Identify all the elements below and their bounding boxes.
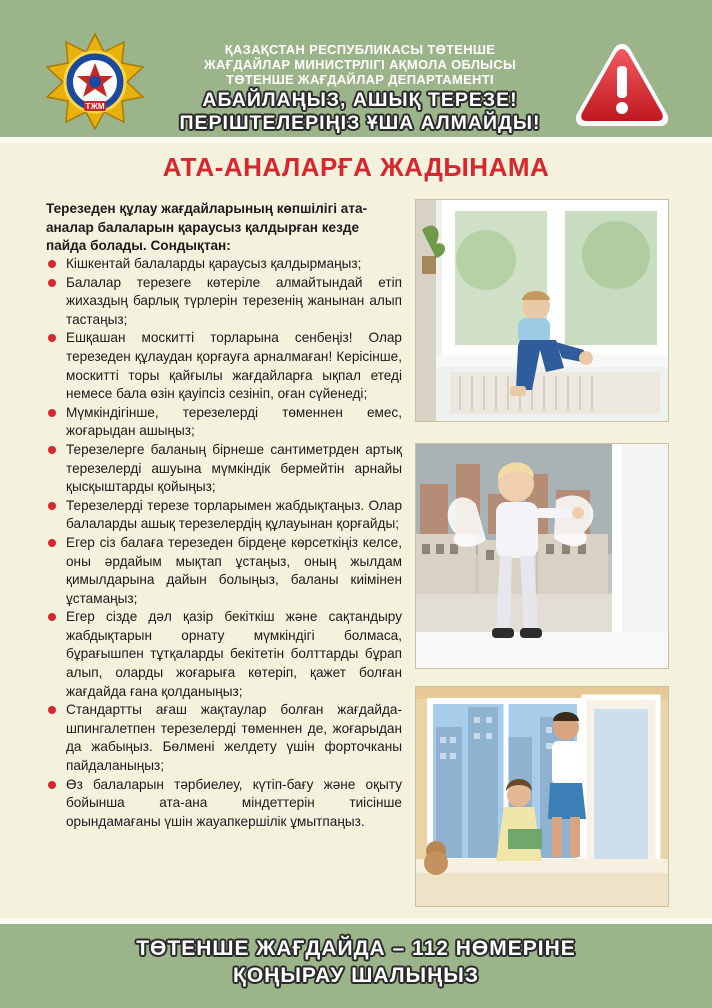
list-item-text: Терезелерге баланың бірнеше сантиметрден артық терезелерді ашуына мүмкіндік бермейтін арнайы қысқыштарды қойыңыз;: [66, 441, 402, 495]
photo-child-angel-wings: [415, 443, 669, 669]
list-item-text: Балалар терезеге көтеріле алмайтындай етіп жихаздың барлық түрлерін терезенің жанынан алып тастаңыз;: [66, 274, 402, 327]
ministry-line-2: ЖАҒДАЙЛАР МИНИСТРЛІГІ АҚМОЛА ОБЛЫСЫ: [203, 57, 517, 72]
header-divider: [0, 137, 712, 143]
list-item: [46, 274, 402, 330]
list-item-text: Мүмкіндігінше, терезелерді төменнен емес, жоғарыдан ашыңыз;: [66, 404, 402, 439]
bullet-icon: [48, 781, 56, 789]
list-item: [46, 776, 402, 832]
bullet-icon: [48, 613, 56, 621]
list-item: [46, 441, 402, 497]
slogan-line-2: ПЕРІШТЕЛЕРІҢІЗ ҰША АЛМАЙДЫ!: [179, 112, 541, 134]
emblem-text: ТЖМ: [85, 102, 105, 111]
list-item-text: Стандартты ағаш жақтаулар болған жағдайда-шпингалетпен терезелерді төменнен де, жоғарыдан да жабыңыз. Бөлмені желдету үшін форточканы пайдаланыңыз;: [66, 702, 402, 774]
bullet-icon: [48, 539, 56, 547]
bullet-icon: [48, 409, 56, 417]
bullet-icon: [48, 279, 56, 287]
list-item-text: Егер сіз балаға терезеден бірдеңе көрсеткіңіз келсе, оны әрдайым мықтап ұстаңыз, оның жылдам қимылдарына дайын болыңыз, баланы киімінен ұстамаңыз;: [66, 534, 402, 606]
ministry-line-1: ҚАЗАҚСТАН РЕСПУБЛИКАСЫ ТӨТЕНШЕ: [224, 42, 496, 57]
footer-line-2: ҚОҢЫРАУ ШАЛЫҢЫЗ: [233, 964, 479, 987]
bullet-icon: [48, 260, 56, 268]
photo-child-climbing-window: [415, 199, 669, 422]
list-item-text: Ешқашан москитті торларына сенбеңіз! Олар терезеден құлаудан қорғауға арналмаған! Керісінше, москитті торы қайғылы жағдайларға ықпал етеді немесе бала өзін қауіпсіз сезініп, оған сүйенеді;: [66, 330, 402, 402]
list-item-text: Өз балаларын тәрбиелеу, күтіп-бағу және оқыту бойынша ата-ана міндеттерін тиісінше орындамағаны үшін жауапкершілік ұмытпаңыз.: [66, 776, 402, 829]
warning-slogan: [130, 89, 590, 135]
bullet-icon: [48, 706, 56, 714]
list-item-text: Терезелерді терезе торларымен жабдықтаңыз. Олар балаларды ашық терезелердің құлауынан қорғайды;: [66, 497, 402, 532]
ministry-line-3: ТӨТЕНШЕ ЖАҒДАЙЛАР ДЕПАРТАМЕНТІ: [226, 72, 494, 87]
list-item: [46, 255, 402, 274]
footer-line-1: ТӨТЕНШЕ ЖАҒДАЙДА – 112 НӨМЕРІНЕ: [136, 937, 576, 960]
bullet-icon: [48, 334, 56, 342]
bullet-icon: [48, 446, 56, 454]
list-item: [46, 534, 402, 608]
photo-children-open-window: [415, 686, 669, 907]
warning-triangle-icon: [573, 40, 671, 130]
emergency-call-notice: [0, 935, 712, 989]
safety-tips-list: [46, 255, 402, 831]
list-item-text: Кішкентай балаларды қараусыз қалдырмаңыз;: [66, 256, 362, 271]
intro-paragraph: Терезеден құлау жағдайларының көпшілігі ата-аналар балаларын қараусыз қалдырған кезде пайда болады. Сондықтан:: [46, 201, 368, 254]
list-item: [46, 608, 402, 701]
list-item: [46, 701, 402, 775]
slogan-line-1: АБАЙЛАҢЫЗ, АШЫҚ ТЕРЕЗЕ!: [202, 89, 518, 111]
ministry-name: [190, 42, 530, 87]
page-title: АТА-АНАЛАРҒА ЖАДЫНАМА: [162, 152, 550, 182]
list-item: [46, 329, 402, 403]
list-item: [46, 404, 402, 441]
list-item-text: Егер сізде дәл қазір бекіткіш және сақтандыру жабдықтарын орнату мүмкіндігі болмаса, бұрағышпен тұтқаларды бекітетін болттарды бұрап алып, оларды жоғарыға көтеріп, қажет болған жағдайда ғана қолданыңыз;: [66, 609, 402, 699]
list-item: [46, 497, 402, 534]
bullet-icon: [48, 502, 56, 510]
